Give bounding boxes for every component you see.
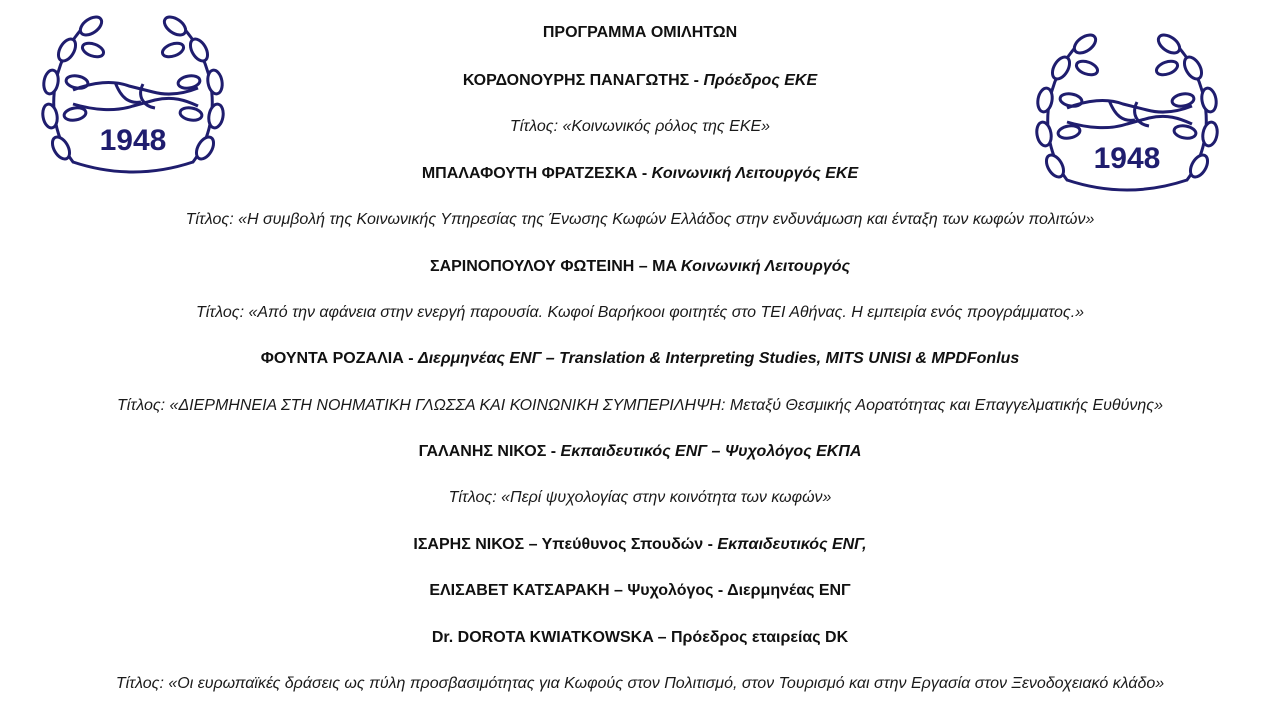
talk-title: Τίτλος: «Περί ψυχολογίας στην κοινότητα των κωφών» [448, 489, 832, 506]
year-text: 1948 [99, 124, 167, 157]
speaker-name: ΣΑΡΙΝΟΠΟΥΛΟΥ ΦΩΤΕΙΝΗ – MA [429, 258, 681, 275]
talk-title: Τίτλος: «Κοινωνικός ρόλος της ΕΚΕ» [509, 118, 771, 135]
speaker-line [0, 257, 1280, 277]
speaker-name: ΓΑΛΑΝΗΣ ΝΙΚΟΣ - [418, 443, 561, 460]
speaker-name: ΙΣΑΡΗΣ ΝΙΚΟΣ – Υπεύθυνος Σπουδών - [413, 536, 718, 553]
speaker-line [0, 164, 1280, 184]
speaker-name: ΕΛΙΣΑΒΕΤ ΚΑΤΣΑΡΑΚΗ – Ψυχολόγος - Διερμηνέας ΕΝΓ [429, 582, 851, 599]
speaker-role: Κοινωνική Λειτουργός ΕΚΕ [651, 165, 859, 182]
speaker-role: Πρόεδρος ΕΚΕ [703, 72, 818, 89]
speaker-role: Εκπαιδευτικός ΕΝΓ – Ψυχολόγος ΕΚΠΑ [560, 443, 862, 460]
speaker-line [0, 535, 1280, 555]
speaker-name: ΜΠΑΛΑΦΟΥΤΗ ΦΡΑΤΖΕΣΚΑ - [421, 165, 652, 182]
talk-title: Τίτλος: «Η συμβολή της Κοινωνικής Υπηρεσίας της Ένωσης Κωφών Ελλάδος στην ενδυνάμωση και ένταξη των κωφών πολιτών» [185, 211, 1095, 228]
year-text: 1948 [1093, 142, 1161, 175]
speaker-name: Dr. DOROTA KWIATKOWSKA – Πρόεδρος εταιρείας DK [431, 629, 849, 646]
speaker-role: Διερμηνέας ΕΝΓ – Translation & Interpreting Studies, MITS UNISI & MPDFonlus [417, 350, 1020, 367]
speaker-line [0, 628, 1280, 648]
speaker-name: ΦΟΥΝΤΑ ΡΟΖΑΛΙΑ - [260, 350, 418, 367]
speaker-line [0, 349, 1280, 369]
speaker-line [0, 71, 1280, 91]
talk-title: Τίτλος: «ΔΙΕΡΜΗΝΕΙΑ ΣΤΗ ΝΟΗΜΑΤΙΚΗ ΓΛΩΣΣΑ ΚΑΙ ΚΟΙΝΩΝΙΚΗ ΣΥΜΠΕΡΙΛΗΨΗ: Μεταξύ Θεσμικής Αορατότητας και Επαγγελματικής Ευθύνης» [117, 397, 1163, 414]
speaker-role: Κοινωνική Λειτουργός [680, 258, 851, 275]
talk-title: Τίτλος: «Από την αφάνεια στην ενεργή παρουσία. Κωφοί Βαρήκοοι φοιτητές στο ΤΕΙ Αθήνας. Η εμπειρία ενός προγράμματος.» [195, 304, 1085, 321]
program-heading: ΠΡΟΓΡΑΜΜΑ ΟΜΙΛΗΤΩΝ [542, 24, 738, 41]
speaker-line [0, 581, 1280, 601]
speaker-role: Εκπαιδευτικός ΕΝΓ, [717, 536, 867, 553]
speaker-name: ΚΟΡΔΟΝΟΥΡΗΣ ΠΑΝΑΓΩΤΗΣ - [462, 72, 704, 89]
talk-title: Τίτλος: «Οι ευρωπαϊκές δράσεις ως πύλη προσβασιμότητας για Κωφούς στον Πολιτισμό, στον Τουρισμό και στην Εργασία στον Ξενοδοχειακό κλάδο» [115, 675, 1165, 692]
speaker-line [0, 442, 1280, 462]
